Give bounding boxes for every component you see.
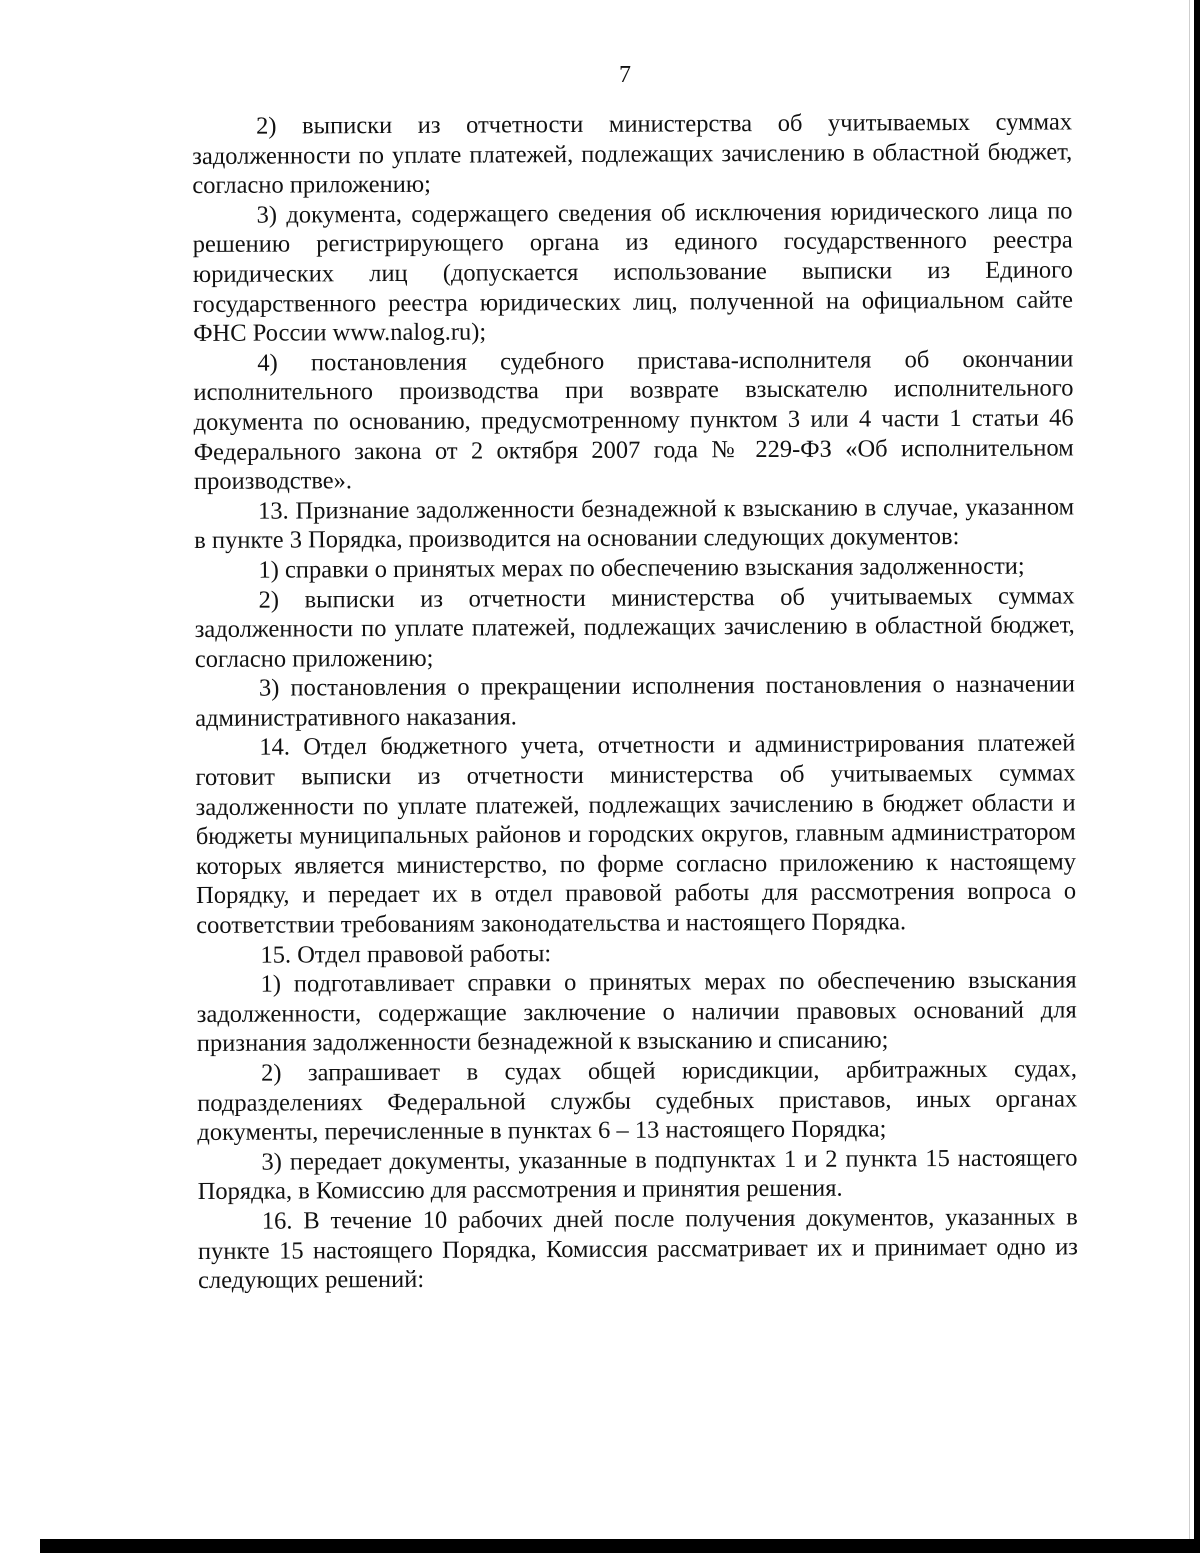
paragraph-15-item-1: 1) подготавливает справки о принятых мерах по обеспечению взыскания задолженности, содержащие заключение о наличии правовых оснований для признания задолженности безнадежной к взысканию и списанию; <box>196 966 1077 1058</box>
paragraph-15-item-3: 3) передает документы, указанные в подпунктах 1 и 2 пункта 15 настоящего Порядка, в Комиссию для рассмотрения и принятия решения. <box>197 1144 1078 1206</box>
scan-border-bottom <box>40 1539 1200 1553</box>
paragraph-15-item-2: 2) запрашивает в судах общей юрисдикции, арбитражных судах, подразделениях Федеральной службы судебных приставов, иных органах документы, перечисленные в пунктах 6 – 13 настоящего Порядка; <box>197 1055 1078 1147</box>
paragraph-item-2-statement: 2) выписки из отчетности министерства об учитываемых суммах задолженности по уплате платежей, подлежащих зачислению в областной бюджет, согласно приложению; <box>192 108 1073 200</box>
paragraph-13-item-3: 3) постановления о прекращении исполнения постановления о назначении административного наказания. <box>195 670 1076 732</box>
paragraph-13-item-1: 1) справки о принятых мерах по обеспечению взыскания задолженности; <box>258 552 1025 584</box>
scan-border-right <box>1194 0 1200 1553</box>
document-body <box>192 107 1078 1295</box>
scan-border-right-shadow <box>1189 0 1190 1553</box>
paragraph-16: 16. В течение 10 рабочих дней после получения документов, указанных в пункте 15 настоящего Порядка, Комиссия рассматривает их и принимает одно из следующих решений: <box>197 1203 1079 1295</box>
paragraph-item-4-bailiff-resolution: 4) постановления судебного пристава-исполнителя об окончании исполнительного производства при возврате взыскателю исполнительного документа по основанию, предусмотренному пунктом 3 или 4 части 1 статьи 46 Федерального закона от 2 октября 2007 года № 229-ФЗ «Об исполнительном производстве». <box>193 345 1074 496</box>
paragraph-15: 15. Отдел правовой работы: <box>260 939 552 969</box>
paragraph-14: 14. Отдел бюджетного учета, отчетности и администрирования платежей готовит выписки из отчетности министерства об учитываемых суммах задолженности по уплате платежей, подлежащих зачислению в бюджет области и бюджеты муниципальных районов и городских округов, главным администратором которых является министерство, по форме согласно приложению к настоящему Порядку, и передает их в отдел правовой работы для рассмотрения вопроса о соответствии требованиям законодательства и настоящего Порядка. <box>195 729 1077 940</box>
paragraph-13-item-2: 2) выписки из отчетности министерства об учитываемых суммах задолженности по уплате платежей, подлежащих зачислению в областной бюджет, согласно приложению; <box>194 581 1075 673</box>
page-number: 7 <box>619 62 631 88</box>
paragraph-13: 13. Признание задолженности безнадежной к взысканию в случае, указанном в пункте 3 Порядка, производится на основании следующих документов: <box>194 493 1075 555</box>
paragraph-item-3-legal-entity-exclusion: 3) документа, содержащего сведения об исключения юридического лица по решению регистрирующего органа из единого государственного реестра юридических лиц (допускается использование выписки из Единого государственного реестра юридических лиц, полученной на официальном сайте ФНС России www.nalog.ru); <box>192 197 1074 348</box>
